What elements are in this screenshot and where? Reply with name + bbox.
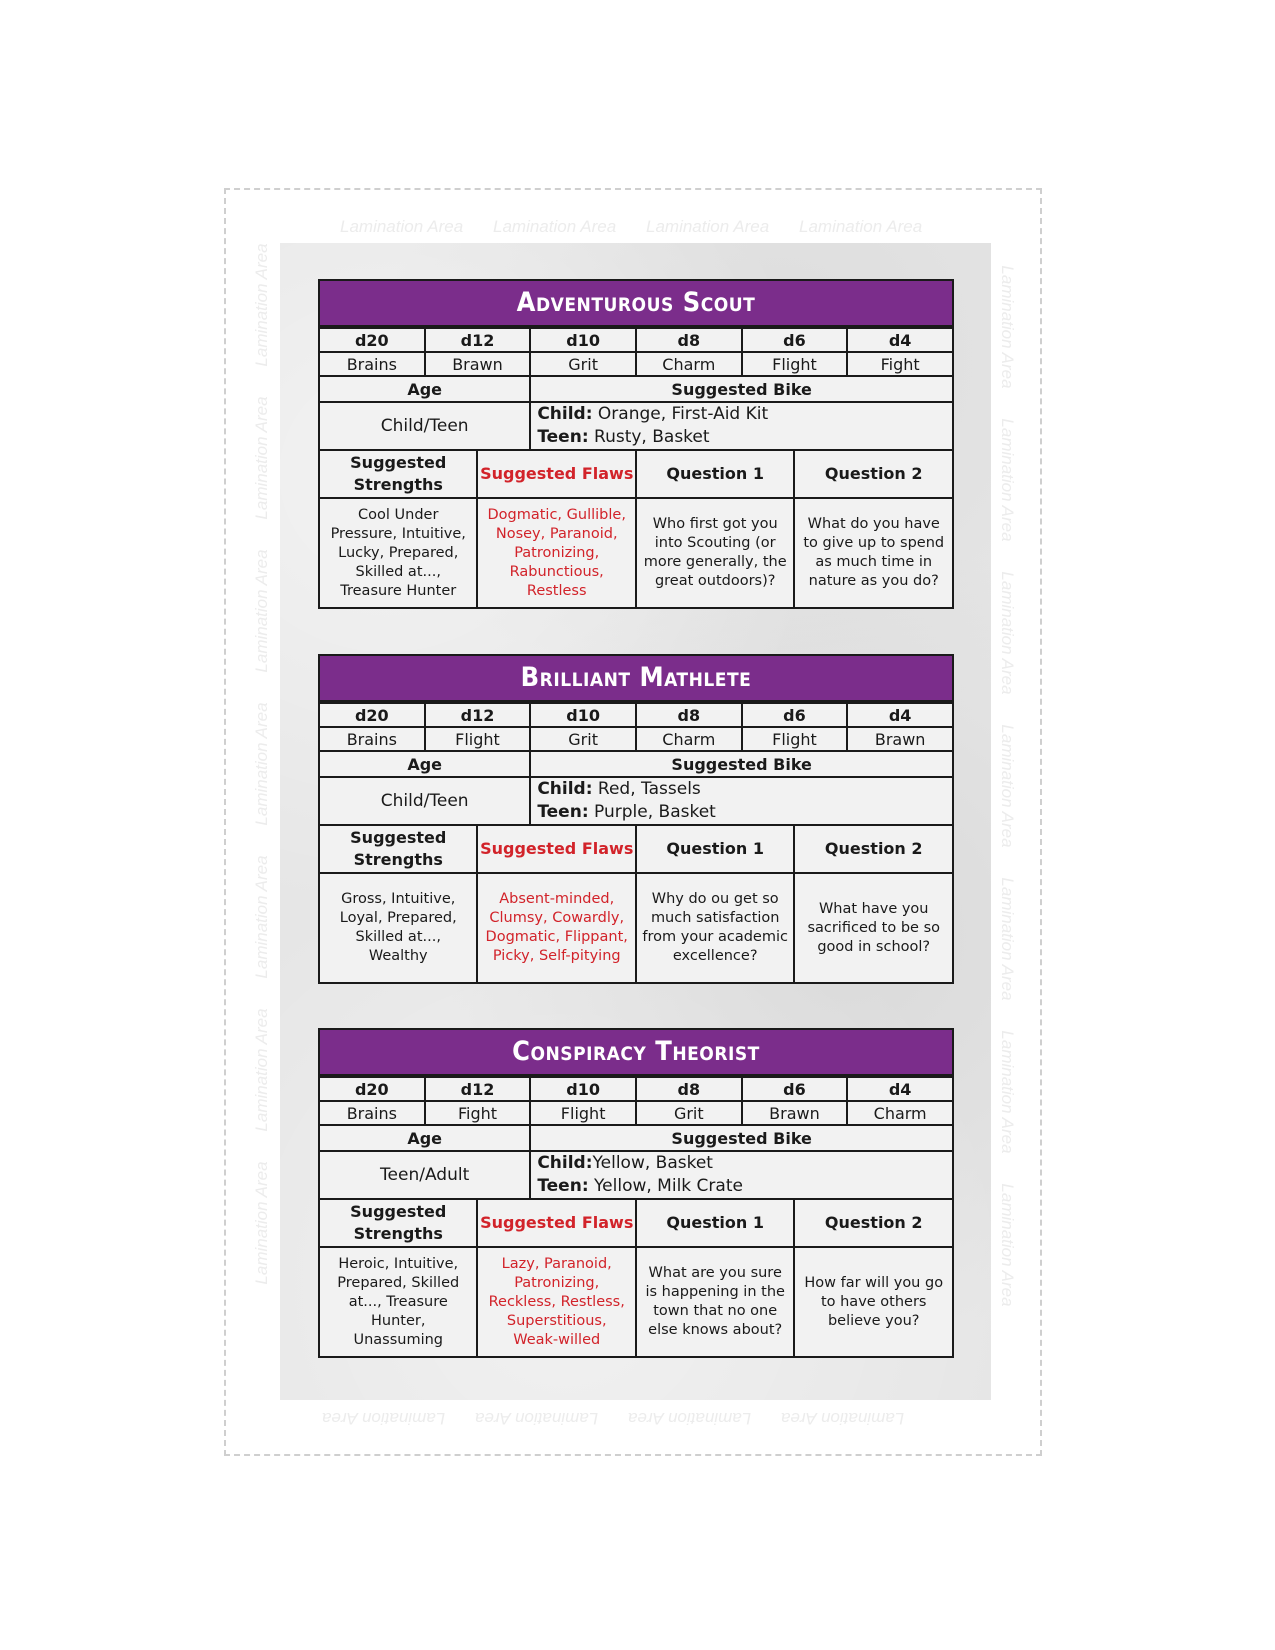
bike-teen: Rusty, Basket (594, 427, 710, 447)
die-header: d8 (636, 703, 742, 727)
archetype-block-adventurous-scout (318, 279, 954, 609)
die-header: d10 (530, 328, 636, 352)
die-header: d12 (425, 1077, 531, 1101)
strengths-header: Suggested Strengths (319, 1199, 477, 1247)
stat-cell: Charm (636, 727, 742, 751)
question2-header: Question 2 (794, 1199, 953, 1247)
age-value: Teen/Adult (319, 1151, 530, 1199)
bike-child-label: Child: (537, 779, 593, 799)
lamination-label: Lamination Area (998, 571, 1017, 695)
archetype-table (318, 1076, 954, 1358)
archetype-title: Adventurous Scout (318, 279, 954, 327)
archetype-table (318, 702, 954, 984)
flaws-header: Suggested Flaws (477, 450, 635, 498)
stat-cell: Brains (319, 352, 425, 376)
lamination-label: Lamination Area (252, 396, 271, 520)
question1-value: Who first got you into Scouting (or more generally, the great outdoors)? (636, 498, 794, 608)
archetype-table (318, 327, 954, 609)
archetype-block-brilliant-mathlete (318, 654, 954, 984)
stat-cell: Fight (847, 352, 953, 376)
strengths-value: Heroic, Intuitive, Prepared, Skilled at..., Treasure Hunter, Unassuming (319, 1247, 477, 1357)
die-header: d4 (847, 1077, 953, 1101)
stat-cell: Grit (636, 1101, 742, 1125)
stat-cell: Grit (530, 352, 636, 376)
bike-header: Suggested Bike (530, 1125, 953, 1151)
bike-child: Yellow, Basket (592, 1153, 713, 1173)
archetype-title: Brilliant Mathlete (318, 654, 954, 702)
question2-value: How far will you go to have others believe you? (794, 1247, 953, 1357)
bike-child: Orange, First-Aid Kit (597, 404, 769, 424)
lamination-label: Lamination Area (998, 265, 1017, 389)
bike-value (530, 402, 953, 450)
lamination-label: Lamination Area (252, 1161, 271, 1285)
die-header: d6 (742, 328, 848, 352)
lamination-label: Lamination Area (799, 217, 923, 236)
question1-header: Question 1 (636, 450, 794, 498)
lamination-label: Lamination Area (628, 1409, 752, 1428)
flaws-value: Lazy, Paranoid, Patronizing, Reckless, Restless, Superstitious, Weak-willed (477, 1247, 635, 1357)
lamination-label: Lamination Area (322, 1409, 446, 1428)
lamination-label: Lamination Area (340, 217, 464, 236)
archetype-block-conspiracy-theorist (318, 1028, 954, 1358)
die-header: d10 (530, 703, 636, 727)
stat-cell: Brains (319, 1101, 425, 1125)
flaws-header: Suggested Flaws (477, 1199, 635, 1247)
strengths-header: Suggested Strengths (319, 825, 477, 873)
flaws-value: Dogmatic, Gullible, Nosey, Paranoid, Patronizing, Rabunctious, Restless (477, 498, 635, 608)
lamination-label: Lamination Area (252, 1008, 271, 1132)
die-header: d4 (847, 703, 953, 727)
die-header: d20 (319, 1077, 425, 1101)
stat-cell: Charm (847, 1101, 953, 1125)
bike-teen: Purple, Basket (594, 802, 716, 822)
stat-cell: Flight (742, 352, 848, 376)
age-value: Child/Teen (319, 777, 530, 825)
die-header: d12 (425, 703, 531, 727)
die-header: d8 (636, 1077, 742, 1101)
question2-header: Question 2 (794, 825, 953, 873)
stat-cell: Brawn (742, 1101, 848, 1125)
bike-teen: Yellow, Milk Crate (594, 1176, 743, 1196)
lamination-label: Lamination Area (493, 217, 617, 236)
die-header: d20 (319, 328, 425, 352)
strengths-value: Cool Under Pressure, Intuitive, Lucky, Prepared, Skilled at..., Treasure Hunter (319, 498, 477, 608)
lamination-label: Lamination Area (252, 702, 271, 826)
bike-child-label: Child: (537, 1153, 593, 1173)
bike-teen-label: Teen: (537, 1176, 589, 1196)
lamination-label: Lamination Area (252, 855, 271, 979)
archetype-title: Conspiracy Theorist (318, 1028, 954, 1076)
bike-header: Suggested Bike (530, 751, 953, 777)
die-header: d10 (530, 1077, 636, 1101)
stat-cell: Flight (425, 727, 531, 751)
question2-header: Question 2 (794, 450, 953, 498)
stat-cell: Flight (742, 727, 848, 751)
bike-value (530, 1151, 953, 1199)
age-header: Age (319, 1125, 530, 1151)
age-value: Child/Teen (319, 402, 530, 450)
die-header: d4 (847, 328, 953, 352)
stat-cell: Brains (319, 727, 425, 751)
question1-header: Question 1 (636, 825, 794, 873)
bike-header: Suggested Bike (530, 376, 953, 402)
flaws-header: Suggested Flaws (477, 825, 635, 873)
bike-value (530, 777, 953, 825)
stat-cell: Brawn (847, 727, 953, 751)
bike-child: Red, Tassels (597, 779, 701, 799)
lamination-label: Lamination Area (646, 217, 770, 236)
flaws-value: Absent-minded, Clumsy, Cowardly, Dogmatic, Flippant, Picky, Self-pitying (477, 873, 635, 983)
question2-value: What have you sacrificed to be so good in school? (794, 873, 953, 983)
question1-value: What are you sure is happening in the town that no one else knows about? (636, 1247, 794, 1357)
lamination-label: Lamination Area (998, 1030, 1017, 1154)
question1-header: Question 1 (636, 1199, 794, 1247)
lamination-label: Lamination Area (475, 1409, 599, 1428)
question1-value: Why do ou get so much satisfaction from your academic excellence? (636, 873, 794, 983)
age-header: Age (319, 376, 530, 402)
bike-teen-label: Teen: (537, 802, 589, 822)
bike-teen-label: Teen: (537, 427, 589, 447)
die-header: d8 (636, 328, 742, 352)
strengths-value: Gross, Intuitive, Loyal, Prepared, Skilled at..., Wealthy (319, 873, 477, 983)
age-header: Age (319, 751, 530, 777)
die-header: d6 (742, 1077, 848, 1101)
stat-cell: Grit (530, 727, 636, 751)
stat-cell: Flight (530, 1101, 636, 1125)
lamination-label: Lamination Area (998, 877, 1017, 1001)
stat-cell: Charm (636, 352, 742, 376)
lamination-label: Lamination Area (998, 1183, 1017, 1307)
bike-child-label: Child: (537, 404, 593, 424)
lamination-label: Lamination Area (998, 724, 1017, 848)
stat-cell: Fight (425, 1101, 531, 1125)
question2-value: What do you have to give up to spend as much time in nature as you do? (794, 498, 953, 608)
die-header: d6 (742, 703, 848, 727)
lamination-label: Lamination Area (252, 549, 271, 673)
die-header: d12 (425, 328, 531, 352)
die-header: d20 (319, 703, 425, 727)
lamination-label: Lamination Area (252, 243, 271, 367)
strengths-header: Suggested Strengths (319, 450, 477, 498)
lamination-label: Lamination Area (781, 1409, 905, 1428)
stat-cell: Brawn (425, 352, 531, 376)
lamination-label: Lamination Area (998, 418, 1017, 542)
